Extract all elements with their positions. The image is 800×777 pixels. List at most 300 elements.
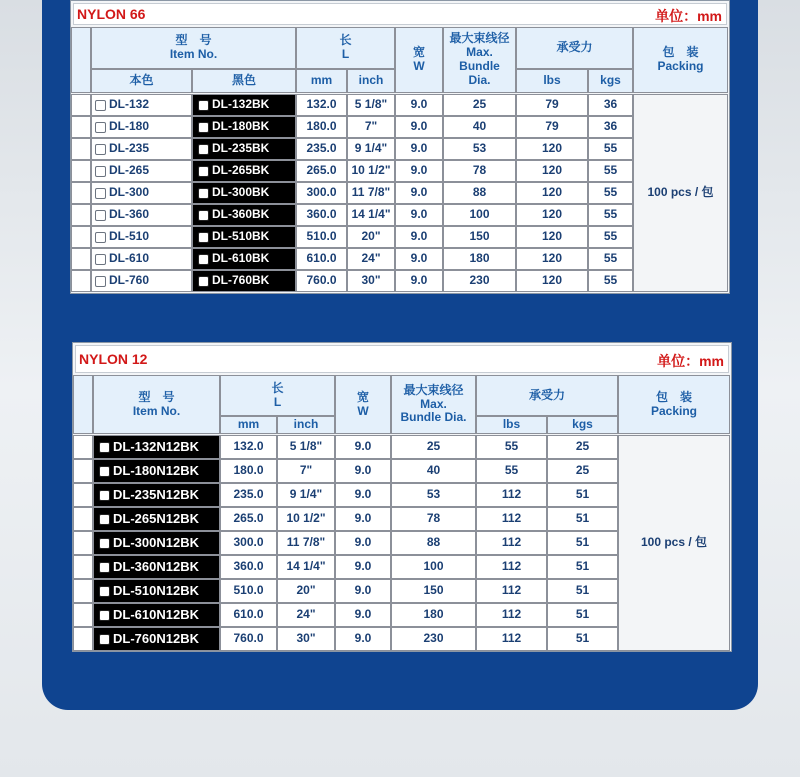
mm-cell	[296, 160, 347, 182]
inch-value: 30"	[296, 631, 316, 646]
mm-cell	[220, 627, 277, 651]
mm-cell	[220, 579, 277, 603]
lbs-cell	[476, 483, 547, 507]
width-value: 9.0	[410, 229, 428, 244]
item-cell	[93, 579, 220, 603]
kgs-value: 55	[603, 163, 618, 178]
checkbox[interactable]	[99, 562, 110, 573]
kgs-cell	[588, 94, 633, 116]
mm-cell	[220, 483, 277, 507]
row-blank-cell	[71, 182, 91, 204]
row-blank-cell	[73, 459, 93, 483]
bundle-cell	[391, 459, 476, 483]
checkbox[interactable]	[99, 514, 110, 525]
row-blank-cell	[71, 160, 91, 182]
header-black-label: 黑色	[231, 73, 256, 88]
header-item-cn: 型 号	[138, 389, 175, 404]
bundle-value: 40	[426, 463, 441, 478]
width-value: 9.0	[354, 463, 372, 478]
black-item-no: DL-510BK	[212, 229, 270, 244]
inch-value: 24"	[361, 251, 381, 266]
header-black	[192, 69, 296, 93]
mm-cell	[296, 94, 347, 116]
checkbox[interactable]	[95, 122, 106, 133]
natural-item-no: DL-265	[109, 163, 150, 178]
lbs-cell	[476, 507, 547, 531]
lbs-value: 120	[541, 163, 563, 178]
row-blank-cell	[71, 226, 91, 248]
checkbox[interactable]	[99, 610, 110, 621]
inch-cell	[347, 204, 395, 226]
item-no: DL-610N12BK	[113, 606, 199, 622]
lbs-value: 79	[545, 97, 559, 112]
bundle-cell	[391, 579, 476, 603]
bundle-cell	[443, 138, 516, 160]
black-item-cell	[192, 270, 296, 292]
natural-item-cell	[91, 160, 192, 182]
header-length-en: L	[341, 47, 350, 61]
black-item-no: DL-132BK	[212, 97, 270, 112]
width-value: 9.0	[410, 185, 428, 200]
bundle-value: 100	[469, 207, 490, 222]
inch-value: 9 1/4"	[289, 487, 323, 502]
header-packing	[618, 375, 730, 434]
header-item-cn: 型 号	[175, 33, 212, 48]
inch-cell	[277, 459, 335, 483]
item-no: DL-235N12BK	[113, 486, 199, 502]
checkbox[interactable]	[198, 166, 209, 177]
natural-item-cell	[91, 226, 192, 248]
header-kgs-label: kgs	[600, 73, 621, 88]
natural-item-cell	[91, 182, 192, 204]
inch-cell	[347, 116, 395, 138]
header-bundle-en1: Max.	[466, 45, 493, 60]
bundle-value: 230	[469, 273, 490, 288]
inch-cell	[277, 603, 335, 627]
header-blank-cell	[73, 375, 93, 434]
header-length-cn: 长	[271, 380, 284, 395]
item-cell	[93, 459, 220, 483]
lbs-cell	[476, 555, 547, 579]
bundle-cell	[443, 248, 516, 270]
checkbox[interactable]	[95, 166, 106, 177]
kgs-cell	[588, 116, 633, 138]
item-cell	[93, 435, 220, 459]
kgs-cell	[547, 603, 618, 627]
bundle-value: 88	[426, 535, 441, 550]
inch-value: 7"	[299, 463, 313, 478]
packing-cell	[633, 94, 728, 292]
width-cell	[395, 182, 443, 204]
row-blank-cell	[71, 248, 91, 270]
checkbox[interactable]	[198, 254, 209, 265]
checkbox[interactable]	[95, 144, 106, 155]
width-value: 9.0	[410, 119, 428, 134]
kgs-value: 51	[575, 535, 590, 550]
natural-item-no: DL-610	[109, 251, 150, 266]
width-cell	[335, 555, 391, 579]
header-packing-en: Packing	[650, 403, 698, 418]
inch-cell	[347, 182, 395, 204]
black-item-cell	[192, 226, 296, 248]
row-blank-cell	[71, 270, 91, 292]
checkbox[interactable]	[198, 144, 209, 155]
kgs-cell	[547, 627, 618, 651]
packing-value: 100 pcs / 包	[640, 535, 708, 550]
packing-value: 100 pcs / 包	[647, 185, 714, 200]
mm-value: 300.0	[233, 535, 264, 550]
natural-item-cell	[91, 204, 192, 226]
mm-cell	[220, 507, 277, 531]
header-packing-cn: 包 装	[662, 45, 699, 60]
width-value: 9.0	[410, 141, 428, 156]
kgs-value: 55	[603, 207, 618, 222]
inch-value: 7"	[364, 119, 378, 134]
row-blank-cell	[71, 94, 91, 116]
header-item-en: Item No.	[132, 403, 181, 418]
kgs-value: 51	[575, 511, 590, 526]
kgs-cell	[588, 138, 633, 160]
width-cell	[335, 459, 391, 483]
header-bundle-cn: 最大束线径	[449, 31, 510, 46]
width-value: 9.0	[354, 487, 372, 502]
lbs-cell	[516, 116, 588, 138]
black-item-cell	[192, 116, 296, 138]
item-no: DL-180N12BK	[113, 462, 199, 478]
black-item-cell	[192, 182, 296, 204]
black-item-no: DL-265BK	[212, 163, 270, 178]
lbs-cell	[476, 435, 547, 459]
mm-cell	[296, 138, 347, 160]
width-cell	[335, 507, 391, 531]
mm-value: 610.0	[306, 251, 337, 266]
item-cell	[93, 483, 220, 507]
item-cell	[93, 531, 220, 555]
header-inch	[347, 69, 395, 93]
width-cell	[395, 160, 443, 182]
kgs-value: 51	[575, 583, 590, 598]
bundle-cell	[443, 270, 516, 292]
mm-cell	[220, 531, 277, 555]
bundle-cell	[391, 531, 476, 555]
mm-value: 132.0	[233, 439, 264, 454]
nylon12-title-bar	[75, 345, 729, 373]
inch-cell	[347, 160, 395, 182]
mm-value: 235.0	[233, 487, 264, 502]
header-tensile	[516, 27, 633, 69]
natural-item-cell	[91, 94, 192, 116]
row-blank-cell	[71, 138, 91, 160]
mm-cell	[296, 182, 347, 204]
kgs-value: 36	[603, 97, 618, 112]
checkbox[interactable]	[95, 100, 106, 111]
checkbox[interactable]	[99, 490, 110, 501]
bundle-cell	[391, 603, 476, 627]
header-packing-cn: 包 装	[655, 389, 692, 404]
mm-value: 180.0	[306, 119, 337, 134]
row-blank-cell	[73, 435, 93, 459]
width-cell	[335, 483, 391, 507]
bundle-cell	[443, 226, 516, 248]
width-value: 9.0	[354, 607, 372, 622]
header-width-en: W	[357, 403, 369, 418]
header-mm	[296, 69, 347, 93]
kgs-cell	[547, 579, 618, 603]
inch-value: 20"	[296, 583, 316, 598]
black-item-no: DL-610BK	[212, 251, 270, 266]
kgs-value: 25	[575, 463, 590, 478]
nylon66-title-bar	[73, 3, 727, 25]
bundle-value: 100	[423, 559, 444, 574]
checkbox[interactable]	[198, 210, 209, 221]
bundle-cell	[443, 160, 516, 182]
bundle-cell	[391, 507, 476, 531]
kgs-value: 51	[575, 559, 590, 574]
lbs-cell	[476, 579, 547, 603]
inch-cell	[277, 435, 335, 459]
header-mm	[220, 416, 277, 434]
black-item-cell	[192, 204, 296, 226]
kgs-cell	[547, 483, 618, 507]
mm-value: 132.0	[306, 97, 337, 112]
kgs-value: 55	[603, 229, 618, 244]
header-bundle	[391, 375, 476, 434]
item-no: DL-265N12BK	[113, 510, 199, 526]
lbs-value: 112	[501, 559, 522, 574]
width-cell	[335, 627, 391, 651]
kgs-cell	[588, 270, 633, 292]
item-cell	[93, 555, 220, 579]
checkbox[interactable]	[95, 276, 106, 287]
black-item-cell	[192, 94, 296, 116]
nylon66-unit: 单位：mm	[655, 8, 722, 24]
lbs-cell	[476, 603, 547, 627]
row-blank-cell	[73, 603, 93, 627]
lbs-cell	[516, 138, 588, 160]
inch-value: 14 1/4"	[351, 207, 391, 222]
bundle-value: 180	[423, 607, 444, 622]
bundle-cell	[443, 204, 516, 226]
bundle-value: 53	[472, 141, 487, 156]
header-packing	[633, 27, 728, 93]
kgs-value: 51	[575, 631, 590, 646]
header-bundle-en3: Dia.	[468, 72, 491, 87]
header-natural	[91, 69, 192, 93]
bundle-cell	[391, 555, 476, 579]
header-bundle-en1: Max.	[420, 396, 447, 411]
lbs-value: 55	[504, 439, 519, 454]
width-value: 9.0	[410, 97, 428, 112]
natural-item-no: DL-360	[109, 207, 150, 222]
header-bundle-en2: Bundle	[459, 59, 500, 73]
header-width	[335, 375, 391, 434]
inch-cell	[347, 94, 395, 116]
checkbox[interactable]	[99, 442, 110, 453]
black-item-cell	[192, 138, 296, 160]
width-value: 9.0	[354, 535, 372, 550]
mm-value: 265.0	[306, 163, 337, 178]
bundle-cell	[443, 182, 516, 204]
bundle-value: 88	[472, 185, 487, 200]
black-item-no: DL-300BK	[212, 185, 270, 200]
inch-value: 14 1/4"	[286, 559, 326, 574]
mm-value: 760.0	[306, 273, 337, 288]
lbs-value: 112	[501, 583, 522, 598]
kgs-value: 25	[575, 439, 590, 454]
inch-cell	[277, 579, 335, 603]
width-cell	[395, 270, 443, 292]
bundle-cell	[391, 627, 476, 651]
row-blank-cell	[73, 531, 93, 555]
checkbox[interactable]	[99, 466, 110, 477]
bundle-value: 150	[423, 583, 444, 598]
checkbox[interactable]	[198, 100, 209, 111]
header-kgs-label: kgs	[572, 417, 593, 432]
width-cell	[395, 226, 443, 248]
lbs-cell	[516, 248, 588, 270]
lbs-value: 79	[545, 119, 559, 134]
kgs-cell	[588, 204, 633, 226]
width-value: 9.0	[410, 273, 428, 288]
mm-value: 180.0	[233, 463, 264, 478]
width-value: 9.0	[354, 583, 372, 598]
header-tensile-cn: 承受力	[556, 40, 593, 55]
checkbox[interactable]	[95, 188, 106, 199]
mm-cell	[220, 603, 277, 627]
checkbox[interactable]	[95, 254, 106, 265]
checkbox[interactable]	[198, 276, 209, 287]
checkbox[interactable]	[99, 634, 110, 645]
inch-value: 5 1/8"	[289, 439, 323, 454]
header-lbs	[516, 69, 588, 93]
checkbox[interactable]	[99, 538, 110, 549]
nylon12-unit: 单位：mm	[657, 353, 724, 369]
black-item-cell	[192, 160, 296, 182]
lbs-value: 120	[541, 185, 563, 200]
black-item-cell	[192, 248, 296, 270]
width-value: 9.0	[410, 251, 428, 266]
mm-value: 510.0	[306, 229, 337, 244]
natural-item-no: DL-760	[109, 273, 150, 288]
natural-item-no: DL-300	[109, 185, 150, 200]
bundle-value: 40	[472, 119, 487, 134]
width-cell	[395, 204, 443, 226]
bundle-cell	[443, 94, 516, 116]
header-lbs-label: lbs	[543, 73, 561, 88]
inch-cell	[277, 507, 335, 531]
mm-value: 360.0	[233, 559, 264, 574]
inch-value: 24"	[296, 607, 316, 622]
mm-cell	[296, 116, 347, 138]
header-bundle-cn: 最大束线径	[403, 382, 464, 397]
width-value: 9.0	[410, 207, 428, 222]
row-blank-cell	[73, 507, 93, 531]
item-no: DL-510N12BK	[113, 582, 199, 598]
header-natural-label: 本色	[129, 73, 154, 88]
item-no: DL-360N12BK	[113, 558, 199, 574]
kgs-cell	[547, 531, 618, 555]
natural-item-no: DL-235	[109, 141, 150, 156]
header-mm-label: mm	[237, 417, 260, 432]
mm-value: 300.0	[306, 185, 337, 200]
width-cell	[395, 116, 443, 138]
inch-cell	[347, 226, 395, 248]
mm-cell	[296, 226, 347, 248]
header-bundle	[443, 27, 516, 93]
checkbox[interactable]	[198, 232, 209, 243]
width-value: 9.0	[354, 559, 372, 574]
row-blank-cell	[73, 555, 93, 579]
header-width-cn: 宽	[412, 45, 425, 60]
lbs-cell	[516, 94, 588, 116]
inch-value: 9 1/4"	[354, 141, 388, 156]
lbs-value: 112	[501, 631, 522, 646]
header-width-cn: 宽	[356, 389, 369, 404]
header-inch-label: inch	[293, 417, 319, 432]
header-kgs	[547, 416, 618, 434]
width-cell	[335, 531, 391, 555]
row-blank-cell	[73, 627, 93, 651]
checkbox[interactable]	[95, 232, 106, 243]
lbs-cell	[516, 160, 588, 182]
header-width	[395, 27, 443, 93]
natural-item-cell	[91, 138, 192, 160]
width-cell	[395, 138, 443, 160]
checkbox[interactable]	[198, 188, 209, 199]
inch-value: 11 7/8"	[351, 185, 391, 200]
mm-value: 265.0	[233, 511, 264, 526]
row-blank-cell	[71, 204, 91, 226]
mm-cell	[296, 270, 347, 292]
inch-value: 5 1/8"	[354, 97, 388, 112]
black-item-no: DL-180BK	[212, 119, 270, 134]
bundle-value: 53	[426, 487, 441, 502]
row-blank-cell	[73, 579, 93, 603]
bundle-value: 150	[469, 229, 490, 244]
packing-cell	[618, 435, 730, 651]
inch-cell	[347, 138, 395, 160]
nylon66-table	[70, 0, 730, 294]
header-item-no	[91, 27, 296, 69]
width-value: 9.0	[410, 163, 428, 178]
natural-item-no: DL-180	[109, 119, 150, 134]
header-length	[296, 27, 395, 69]
natural-item-cell	[91, 248, 192, 270]
header-inch	[277, 416, 335, 434]
checkbox[interactable]	[95, 210, 106, 221]
lbs-cell	[476, 627, 547, 651]
lbs-cell	[476, 531, 547, 555]
kgs-value: 55	[603, 251, 618, 266]
item-cell	[93, 627, 220, 651]
item-cell	[93, 507, 220, 531]
kgs-value: 51	[575, 487, 590, 502]
bundle-value: 180	[469, 251, 490, 266]
natural-item-cell	[91, 116, 192, 138]
item-no: DL-300N12BK	[113, 534, 199, 550]
checkbox[interactable]	[198, 122, 209, 133]
bundle-value: 78	[426, 511, 441, 526]
lbs-value: 120	[541, 229, 563, 244]
checkbox[interactable]	[99, 586, 110, 597]
lbs-value: 120	[541, 251, 563, 266]
mm-value: 610.0	[233, 607, 264, 622]
kgs-cell	[547, 435, 618, 459]
kgs-cell	[588, 160, 633, 182]
lbs-value: 120	[541, 207, 563, 222]
kgs-value: 51	[575, 607, 590, 622]
nylon12-table	[72, 342, 732, 652]
